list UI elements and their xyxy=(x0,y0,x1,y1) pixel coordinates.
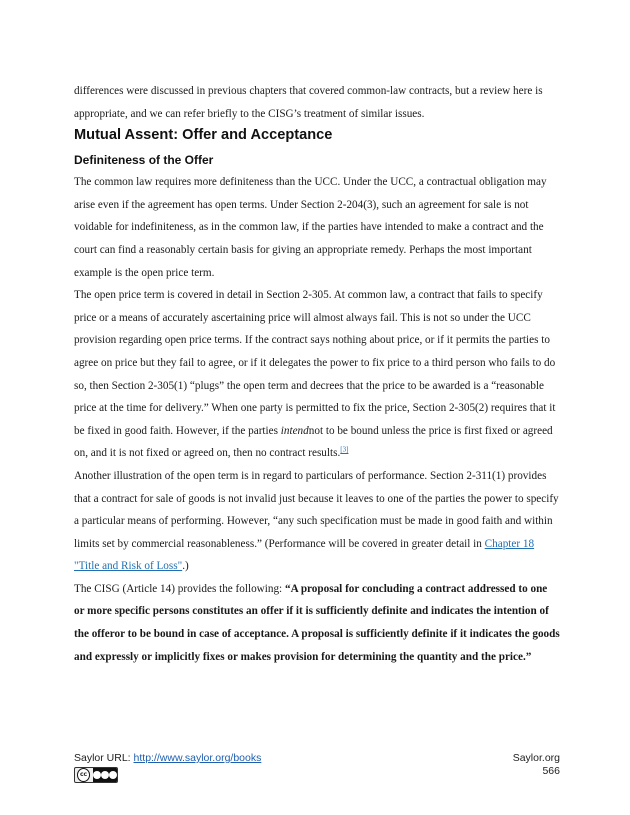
chapter-link[interactable]: Chapter 18 "Title and Risk of Loss" xyxy=(74,537,535,573)
paragraph-definiteness: The common law requires more definiteness than the UCC. Under the UCC, a contractual obligation may arise even if the agreement has open terms. Under Section 2-204(3), such an agreement for sale is not voidable for indefiniteness, as in the common law, if the parties have intended to make a contract and the court can find a reasonably certain basis for giving an appropriate remedy. Perhaps the most important example is the open price term. xyxy=(74,176,547,279)
footer-org: Saylor.org xyxy=(512,752,560,764)
footer-url-label: Saylor URL: xyxy=(74,752,134,764)
footer-right xyxy=(513,752,560,778)
open-price-text-end: not to be bound unless the price is first fixed or agreed on, and it is not fixed or agreed on, then no contract results. xyxy=(74,424,553,460)
performance-text: Another illustration of the open term is in regard to particulars of performance. Section 2-311(1) provides that a contract for sale of goods is not invalid just because it leaves to one of the parties the power to specify a particular means of performing. However, “any such specification must be made in good faith and within limits set by commercial reasonableness.” (Performance will be covered in greater detail in xyxy=(74,469,559,550)
paragraph-cisg xyxy=(74,578,560,668)
intro-paragraph: differences were discussed in previous chapters that covered common-law contracts, but a review here is appropriate, and we can refer briefly to the CISG’s treatment of similar issues. xyxy=(74,85,543,120)
subsection-heading: Definiteness of the Offer xyxy=(74,153,214,168)
open-price-text: The open price term is covered in detail in Section 2-305. At common law, a contract that fails to specify price or a means of accurately ascertaining price will almost always fail. This is not so under the UCC provision regarding open price terms. If the contract says nothing about price, or if it permits the parties to agree on price but they fail to agree, or if it delegates the power to fix price to a third person who fails to do so, then Section 2-305(1) “plugs” the open term and decrees that the price to be awarded is a “reasonable price at the time for delivery.” When one party is permitted to fix the price, Section 2-305(2) requires that it be fixed in good faith. However, if the parties xyxy=(74,289,556,437)
license-terms-icon xyxy=(93,768,117,782)
noncommercial-icon xyxy=(101,771,109,779)
cisg-lead: The CISG (Article 14) provides the following: xyxy=(74,582,285,595)
attribution-icon xyxy=(93,771,101,779)
cisg-quote: “A proposal for concluding a contract addressed to one or more specific persons constitutes an offer if it is sufficiently definite and indicates the intention of the offeror to be bound in case of acceptance. A proposal is sufficiently definite if it indicates the goods and expressly or implicitly fixes or makes provision for determining the quantity and the price.” xyxy=(74,582,560,663)
page-number: 566 xyxy=(542,765,560,777)
sharealike-icon xyxy=(109,771,117,779)
paragraph-performance xyxy=(74,465,560,578)
creative-commons-license-icon[interactable] xyxy=(74,767,118,783)
footnote-link[interactable]: [3] xyxy=(340,445,349,454)
section-heading: Mutual Assent: Offer and Acceptance xyxy=(74,127,333,144)
footer-url-link[interactable]: http://www.saylor.org/books xyxy=(133,752,262,764)
cc-icon: cc xyxy=(77,768,90,782)
performance-text-end: .) xyxy=(182,560,189,573)
paragraph-open-price xyxy=(74,284,560,465)
footer-left xyxy=(74,752,262,778)
emphasis-intend: intend xyxy=(280,424,309,437)
page-content xyxy=(74,80,560,668)
